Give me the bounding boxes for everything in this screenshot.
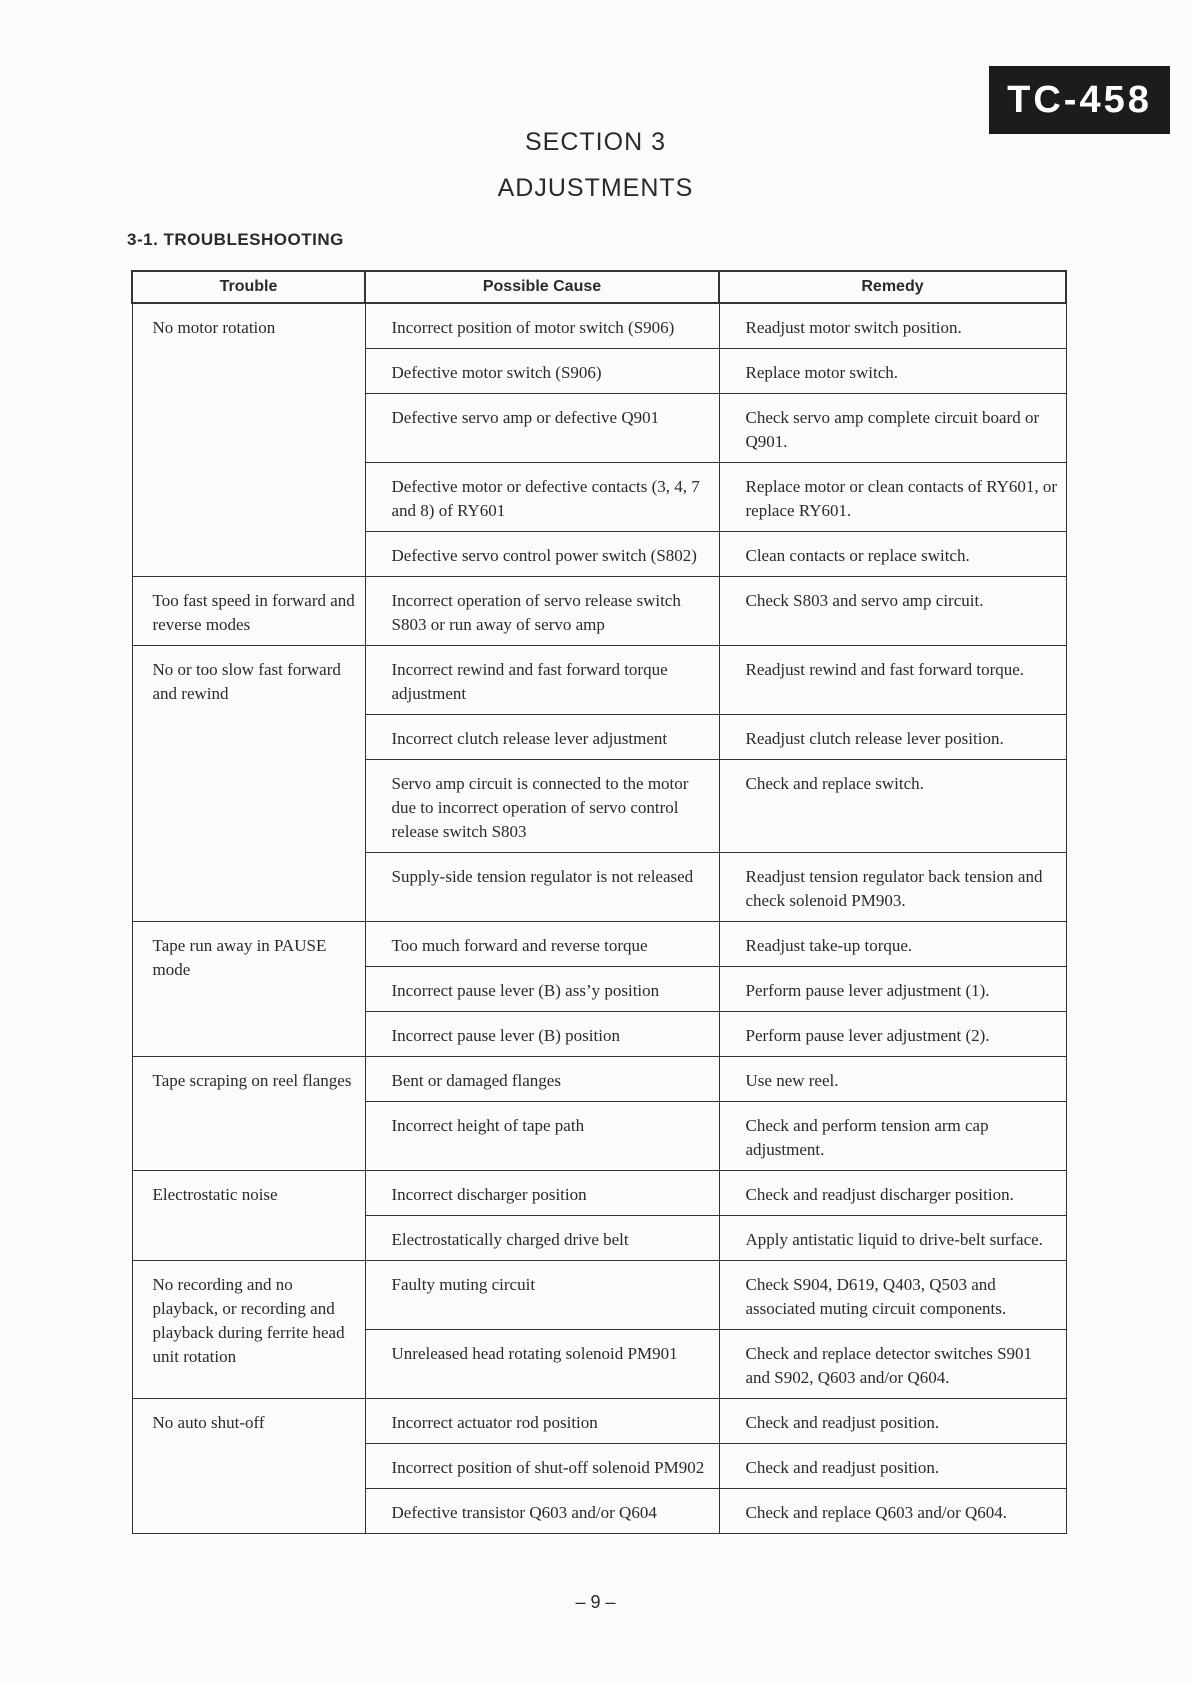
cause-cell: Incorrect rewind and fast forward torque adjustment [365, 646, 719, 715]
table-header-row [132, 271, 1066, 303]
header-remedy: Remedy [719, 271, 1066, 303]
remedy-cell: Perform pause lever adjustment (2). [719, 1012, 1066, 1057]
remedy-cell: Readjust motor switch position. [719, 303, 1066, 349]
remedy-cell: Readjust rewind and fast forward torque. [719, 646, 1066, 715]
cause-cell: Incorrect operation of servo release switch S803 or run away of servo amp [365, 577, 719, 646]
table-row [132, 1261, 1066, 1330]
remedy-cell: Use new reel. [719, 1057, 1066, 1102]
remedy-cell: Check and replace detector switches S901 and S902, Q603 and/or Q604. [719, 1330, 1066, 1399]
cause-cell: Electrostatically charged drive belt [365, 1216, 719, 1261]
remedy-cell: Replace motor switch. [719, 349, 1066, 394]
remedy-cell: Readjust take-up torque. [719, 922, 1066, 967]
table-body [132, 303, 1066, 1534]
header-possible-cause: Possible Cause [365, 271, 719, 303]
section-subtitle: ADJUSTMENTS [497, 174, 694, 202]
table-row [132, 922, 1066, 967]
trouble-cell: No or too slow fast forward and rewind [132, 646, 365, 922]
trouble-cell: Tape run away in PAUSE mode [132, 922, 365, 1057]
cause-cell: Bent or damaged flanges [365, 1057, 719, 1102]
remedy-cell: Check S803 and servo amp circuit. [719, 577, 1066, 646]
trouble-cell: No motor rotation [132, 303, 365, 577]
table-row [132, 303, 1066, 349]
page-number: – 9 – [575, 1592, 616, 1612]
cause-cell: Defective motor switch (S906) [365, 349, 719, 394]
cause-cell: Supply-side tension regulator is not released [365, 853, 719, 922]
subsection-heading: 3-1. TROUBLESHOOTING [127, 230, 344, 249]
cause-cell: Unreleased head rotating solenoid PM901 [365, 1330, 719, 1399]
remedy-cell: Apply antistatic liquid to drive-belt surface. [719, 1216, 1066, 1261]
cause-cell: Incorrect pause lever (B) position [365, 1012, 719, 1057]
remedy-cell: Check S904, D619, Q403, Q503 and associated muting circuit components. [719, 1261, 1066, 1330]
remedy-cell: Check and replace Q603 and/or Q604. [719, 1489, 1066, 1534]
cause-cell: Too much forward and reverse torque [365, 922, 719, 967]
remedy-cell: Check and readjust discharger position. [719, 1171, 1066, 1216]
header-trouble: Trouble [132, 271, 365, 303]
remedy-cell: Check and readjust position. [719, 1444, 1066, 1489]
trouble-cell: Too fast speed in forward and reverse modes [132, 577, 365, 646]
table-row [132, 577, 1066, 646]
cause-cell: Defective servo amp or defective Q901 [365, 394, 719, 463]
cause-cell: Incorrect position of motor switch (S906) [365, 303, 719, 349]
remedy-cell: Check and readjust position. [719, 1399, 1066, 1444]
model-badge: TC-458 [989, 66, 1170, 134]
cause-cell: Incorrect discharger position [365, 1171, 719, 1216]
cause-cell: Incorrect position of shut-off solenoid PM902 [365, 1444, 719, 1489]
cause-cell: Incorrect clutch release lever adjustment [365, 715, 719, 760]
cause-cell: Defective servo control power switch (S802) [365, 532, 719, 577]
remedy-cell: Readjust tension regulator back tension and check solenoid PM903. [719, 853, 1066, 922]
remedy-cell: Check and replace switch. [719, 760, 1066, 853]
cause-cell: Defective transistor Q603 and/or Q604 [365, 1489, 719, 1534]
table-row [132, 646, 1066, 715]
remedy-cell: Perform pause lever adjustment (1). [719, 967, 1066, 1012]
cause-cell: Defective motor or defective contacts (3, 4, 7 and 8) of RY601 [365, 463, 719, 532]
section-title: SECTION 3 [525, 128, 666, 156]
cause-cell: Incorrect pause lever (B) ass’y position [365, 967, 719, 1012]
table-row [132, 1399, 1066, 1444]
trouble-cell: Electrostatic noise [132, 1171, 365, 1261]
table-row [132, 1171, 1066, 1216]
troubleshooting-table [131, 270, 1067, 1534]
remedy-cell: Readjust clutch release lever position. [719, 715, 1066, 760]
trouble-cell: No auto shut-off [132, 1399, 365, 1534]
table-row [132, 1057, 1066, 1102]
trouble-cell: No recording and no playback, or recording and playback during ferrite head unit rotation [132, 1261, 365, 1399]
cause-cell: Incorrect actuator rod position [365, 1399, 719, 1444]
remedy-cell: Replace motor or clean contacts of RY601, or replace RY601. [719, 463, 1066, 532]
cause-cell: Incorrect height of tape path [365, 1102, 719, 1171]
cause-cell: Servo amp circuit is connected to the motor due to incorrect operation of servo control release switch S803 [365, 760, 719, 853]
remedy-cell: Clean contacts or replace switch. [719, 532, 1066, 577]
remedy-cell: Check servo amp complete circuit board or Q901. [719, 394, 1066, 463]
cause-cell: Faulty muting circuit [365, 1261, 719, 1330]
remedy-cell: Check and perform tension arm cap adjustment. [719, 1102, 1066, 1171]
trouble-cell: Tape scraping on reel flanges [132, 1057, 365, 1171]
